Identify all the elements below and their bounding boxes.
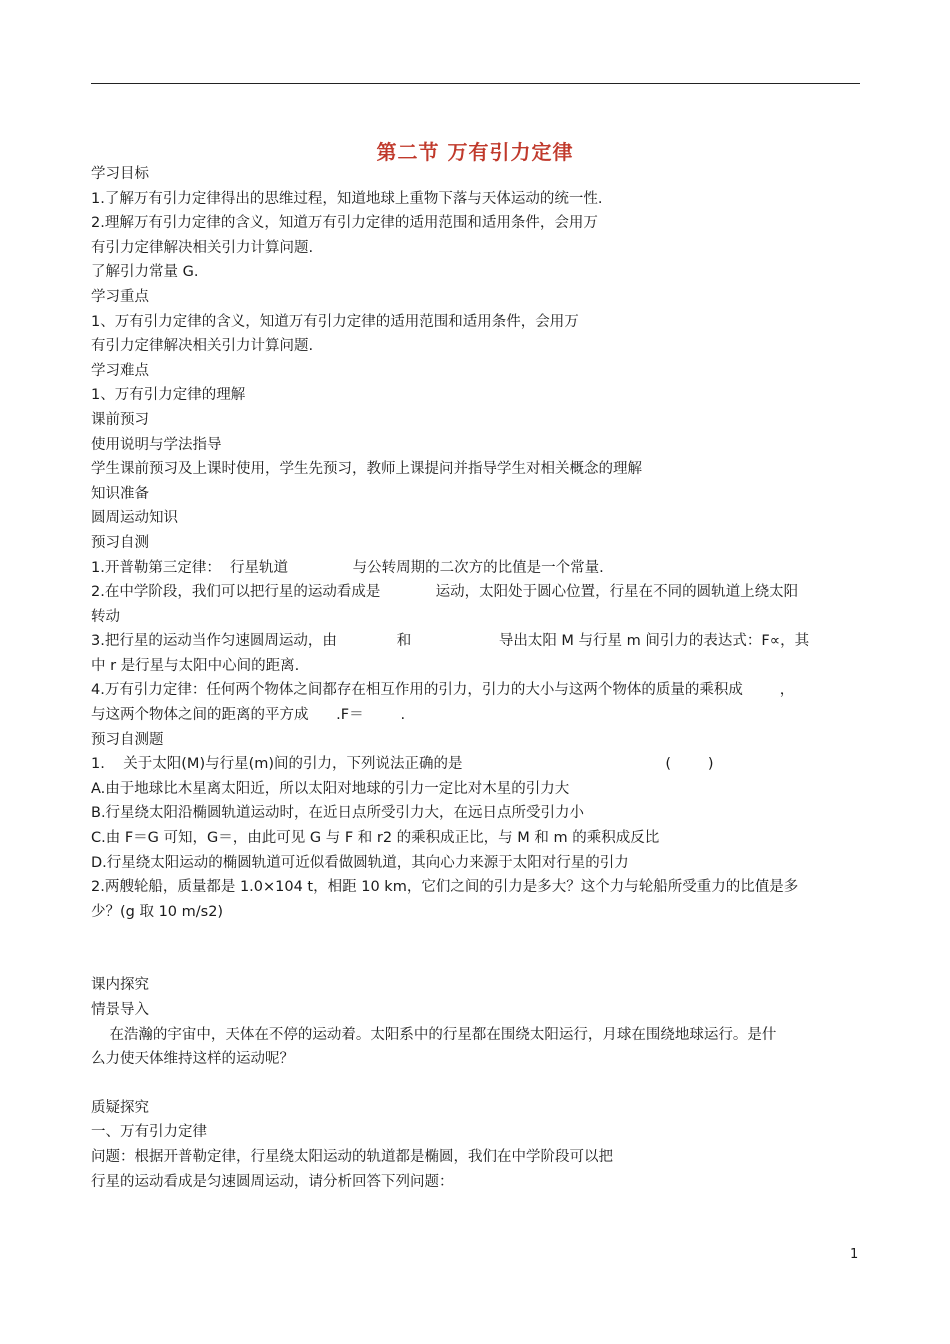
text-line: 了解引力常量 G. (91, 264, 199, 281)
text-line: 质疑探究 (91, 1099, 149, 1116)
spacer (91, 1072, 866, 1096)
text-line: D.行星绕太阳运动的椭圆轨道可近似看做圆轨道，其向心力来源于太阳对行星的引力 (91, 854, 629, 871)
text-line: 课前预习 (91, 411, 149, 428)
text-line: 1. 关于太阳(M)与行星(m)间的引力，下列说法正确的是 ( ) (91, 756, 714, 773)
text-line: C.由 F＝G 可知，G＝，由此可见 G 与 F 和 r2 的乘积成正比，与 M 和 m 的乘积成反比 (91, 830, 660, 847)
text-line: 3.把行星的运动当作匀速圆周运动，由 和 导出太阳 M 与行星 m 间引力的表达式：F∝，其 (91, 633, 810, 650)
text-line: 圆周运动知识 (91, 510, 178, 527)
spacer (91, 924, 866, 973)
text-line: 2.两艘轮船，质量都是 1.0×104 t，相距 10 km，它们之间的引力是多大？这个力与轮船所受重力的比值是多 (91, 879, 799, 896)
page-number: 1 (850, 1247, 859, 1262)
text-line: 行星的运动看成是匀速圆周运动，请分析回答下列问题： (91, 1173, 454, 1190)
text-line: 学习目标 (91, 166, 149, 182)
page-title: 第二节 万有引力定律 (376, 140, 574, 164)
text-line: 1.了解万有引力定律得出的思维过程，知道地球上重物下落与天体运动的统一性. (91, 190, 603, 207)
document-body (91, 162, 866, 1194)
text-line: 1、万有引力定律的理解 (91, 387, 246, 404)
text-line: 1、万有引力定律的含义，知道万有引力定律的适用范围和适用条件，会用万 (91, 313, 579, 330)
text-line: 预习自测 (91, 534, 149, 551)
text-line: 4.万有引力定律：任何两个物体之间都存在相互作用的引力，引力的大小与这两个物体的质量的乘积成 ， (91, 682, 795, 699)
text-line: 有引力定律解决相关引力计算问题. (91, 338, 314, 355)
text-line: 预习自测题 (91, 731, 164, 748)
text-line: 么力使天体维持这样的运动呢？ (91, 1051, 294, 1068)
text-line: A.由于地球比木星离太阳近，所以太阳对地球的引力一定比对木星的引力大 (91, 780, 570, 797)
text-line: 少？(g 取 10 m/s2) (91, 903, 224, 920)
text-line: 问题：根据开普勒定律，行星绕太阳运动的轨道都是椭圆，我们在中学阶段可以把 (91, 1148, 613, 1165)
text-line: B.行星绕太阳沿椭圆轨道运动时，在近日点所受引力大，在远日点所受引力小 (91, 805, 585, 822)
text-line: 有引力定律解决相关引力计算问题. (91, 239, 314, 256)
text-line: 在浩瀚的宇宙中，天体在不停的运动着。太阳系中的行星都在围绕太阳运行，月球在围绕地球运行。是什 (91, 1026, 777, 1043)
text-line: 2.在中学阶段，我们可以把行星的运动看成是 运动，太阳处于圆心位置，行星在不同的圆轨道上绕太阳 (91, 584, 799, 601)
text-line: 学生课前预习及上课时使用，学生先预习，教师上课提问并指导学生对相关概念的理解 (91, 461, 642, 478)
text-line: 学习重点 (91, 288, 149, 305)
section-b (91, 973, 866, 1071)
text-line: 2.理解万有引力定律的含义，知道万有引力定律的适用范围和适用条件，会用万 (91, 215, 598, 232)
text-line: 中 r 是行星与太阳中心间的距离. (91, 657, 300, 674)
section-c (91, 1096, 866, 1194)
text-line: 与这两个物体之间的距离的平方成 .F＝ . (91, 707, 406, 724)
text-line: 转动 (91, 608, 120, 625)
header-rule (91, 83, 860, 84)
text-line: 学习难点 (91, 362, 149, 379)
text-line: 使用说明与学法指导 (91, 436, 222, 453)
text-line: 知识准备 (91, 485, 149, 502)
text-line: 课内探究 (91, 977, 149, 994)
section-a (91, 162, 866, 924)
text-line: 一、万有引力定律 (91, 1124, 207, 1141)
text-line: 1.开普勒第三定律： 行星轨道 与公转周期的二次方的比值是一个常量. (91, 559, 604, 576)
text-line: 情景导入 (91, 1002, 149, 1018)
